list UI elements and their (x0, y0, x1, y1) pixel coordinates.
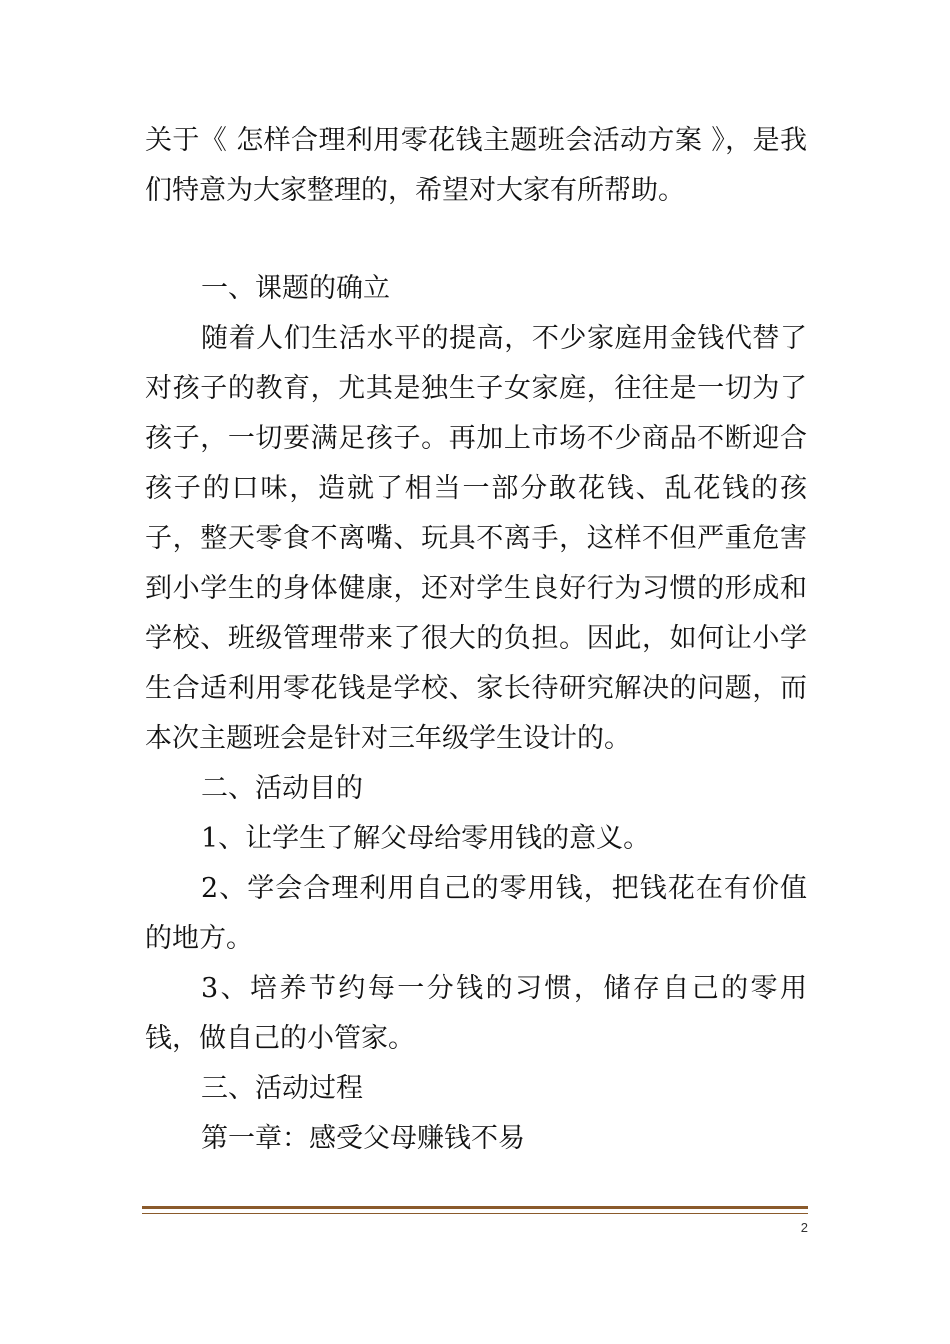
footer-divider (142, 1206, 808, 1214)
topic-paragraph: 随着人们生活水平的提高，不少家庭用金钱代替了对孩子的教育，尤其是独生子女家庭，往往是一切为了孩子，一切要满足孩子。再加上市场不少商品不断迎合孩子的口味，造就了相当一部分敢花钱、乱花钱的孩子，整天零食不离嘴、玩具不离手，这样不但严重危害到小学生的身体健康，还对学生良好行为习惯的形成和学校、班级管理带来了很大的负担。因此，如何让小学生合适利用零花钱是学校、家长待研究解决的问题，而本次主题班会是针对三年级学生设计的。 (145, 323, 807, 754)
section-heading-process: 三、活动过程 (201, 1073, 363, 1104)
document-body (145, 116, 807, 1164)
purpose-item-1: 1、让学生了解父母给零用钱的意义。 (201, 823, 651, 854)
intro-paragraph: 关于《 怎样合理利用零花钱主题班会活动方案 》，是我们特意为大家整理的，希望对大家有所帮助。 (145, 125, 807, 206)
section-heading-topic: 一、课题的确立 (201, 273, 390, 304)
purpose-item-3: 3、培养节约每一分钱的习惯，储存自己的零用钱，做自己的小管家。 (145, 973, 807, 1054)
page-number: 2 (800, 1220, 808, 1235)
purpose-item-2: 2、学会合理利用自己的零用钱，把钱花在有价值的地方。 (145, 873, 807, 954)
section-heading-purpose: 二、活动目的 (201, 773, 363, 804)
chapter-heading-1: 第一章：感受父母赚钱不易 (201, 1123, 525, 1154)
